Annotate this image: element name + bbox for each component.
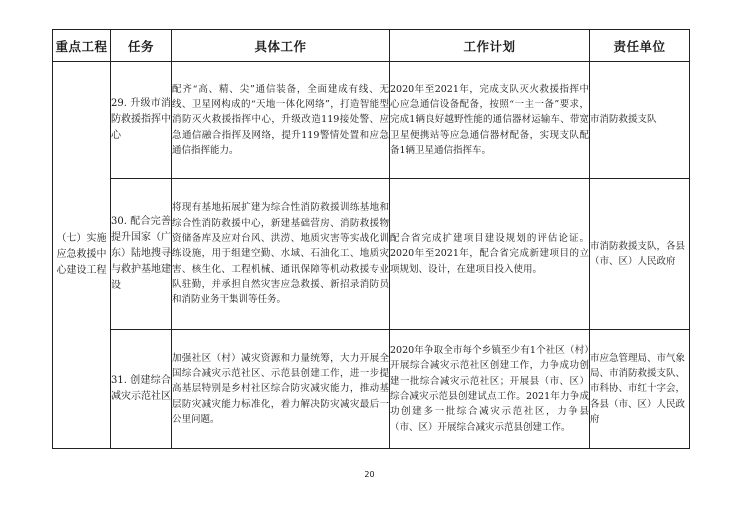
- work-plan-cell: 2020年至2021年，完成支队灭火救援指挥中心应急通信设备配备，按照“一主一备”要求，完成1辆良好越野性能的通信器材运输车、带宽卫星便携站等应急通信器材配备，实现支队配备1辆卫星通信指挥车。: [390, 62, 590, 179]
- work-plan-cell: 配合省完成扩建项目建设规划的评估论证。2020年至2021年，配合省完成新建项目的立项规划、设计，在建项目投入使用。: [390, 179, 590, 330]
- header-specific-work: 具体工作: [172, 30, 390, 62]
- header-task: 任务: [111, 30, 172, 62]
- responsible-unit-cell: 市应急管理局、市气象局、市消防救援支队、市科协、市红十字会，各县（市、区）人民政府: [590, 330, 690, 449]
- table-row: [53, 62, 690, 179]
- plan-table: [52, 29, 690, 449]
- table-row: [53, 330, 690, 449]
- specific-work-cell: 将现有基地拓展扩建为综合性消防救援训练基地和综合性消防救援中心，新建基础营房、消防救援物资储备库及应对台风、洪涝、地质灾害等实战化训练设施，用于组建空勤、水域、石油化工、地质灾害、核生化、工程机械、通讯保障等机动救援专业队驻勤，并承担自然灾害应急救援、新招录消防员和消防业务干集训等任务。: [172, 179, 390, 330]
- specific-work-cell: 加强社区（村）减灾资源和力量统筹，大力开展全国综合减灾示范社区、示范县创建工作，进一步提高基层特别是乡村社区综合防灾减灾能力，推动基层防灾减灾能力标准化，着力解决防灾减灾最后一公里问题。: [172, 330, 390, 449]
- key-project-cell: （七）实施应急救援中心建设工程: [53, 62, 111, 449]
- specific-work-cell: 配齐“高、精、尖”通信装备，全面建成有线、无线、卫星网构成的“天地一体化网络”，打造智能型消防灭火救援指挥中心，升级改造119接处警、应急通信融合指挥及网络，提升119警情处置和应急通信指挥能力。: [172, 62, 390, 179]
- work-plan-cell: 2020年争取全市每个乡镇至少有1个社区（村）开展综合减灾示范社区创建工作，力争成功创建一批综合减灾示范社区；开展县（市、区）综合减灾示范县创建试点工作。2021年力争成功创建多一批综合减灾示范社区，力争县（市、区）开展综合减灾示范县创建工作。: [390, 330, 590, 449]
- table-row: [53, 179, 690, 330]
- page-number: 20: [364, 470, 375, 479]
- responsible-unit-cell: 市消防救援支队，各县（市、区）人民政府: [590, 179, 690, 330]
- header-responsible-unit: 责任单位: [590, 30, 690, 62]
- task-cell: 29. 升级市消防救援指挥中心: [111, 62, 172, 179]
- header-work-plan: 工作计划: [390, 30, 590, 62]
- header-key-project: 重点工程: [53, 30, 111, 62]
- responsible-unit-cell: 市消防救援支队: [590, 62, 690, 179]
- header-row: [53, 30, 690, 62]
- task-cell: 30. 配合完善提升国家（广东）陆地搜寻与救护基地建设: [111, 179, 172, 330]
- task-cell: 31. 创建综合减灾示范社区: [111, 330, 172, 449]
